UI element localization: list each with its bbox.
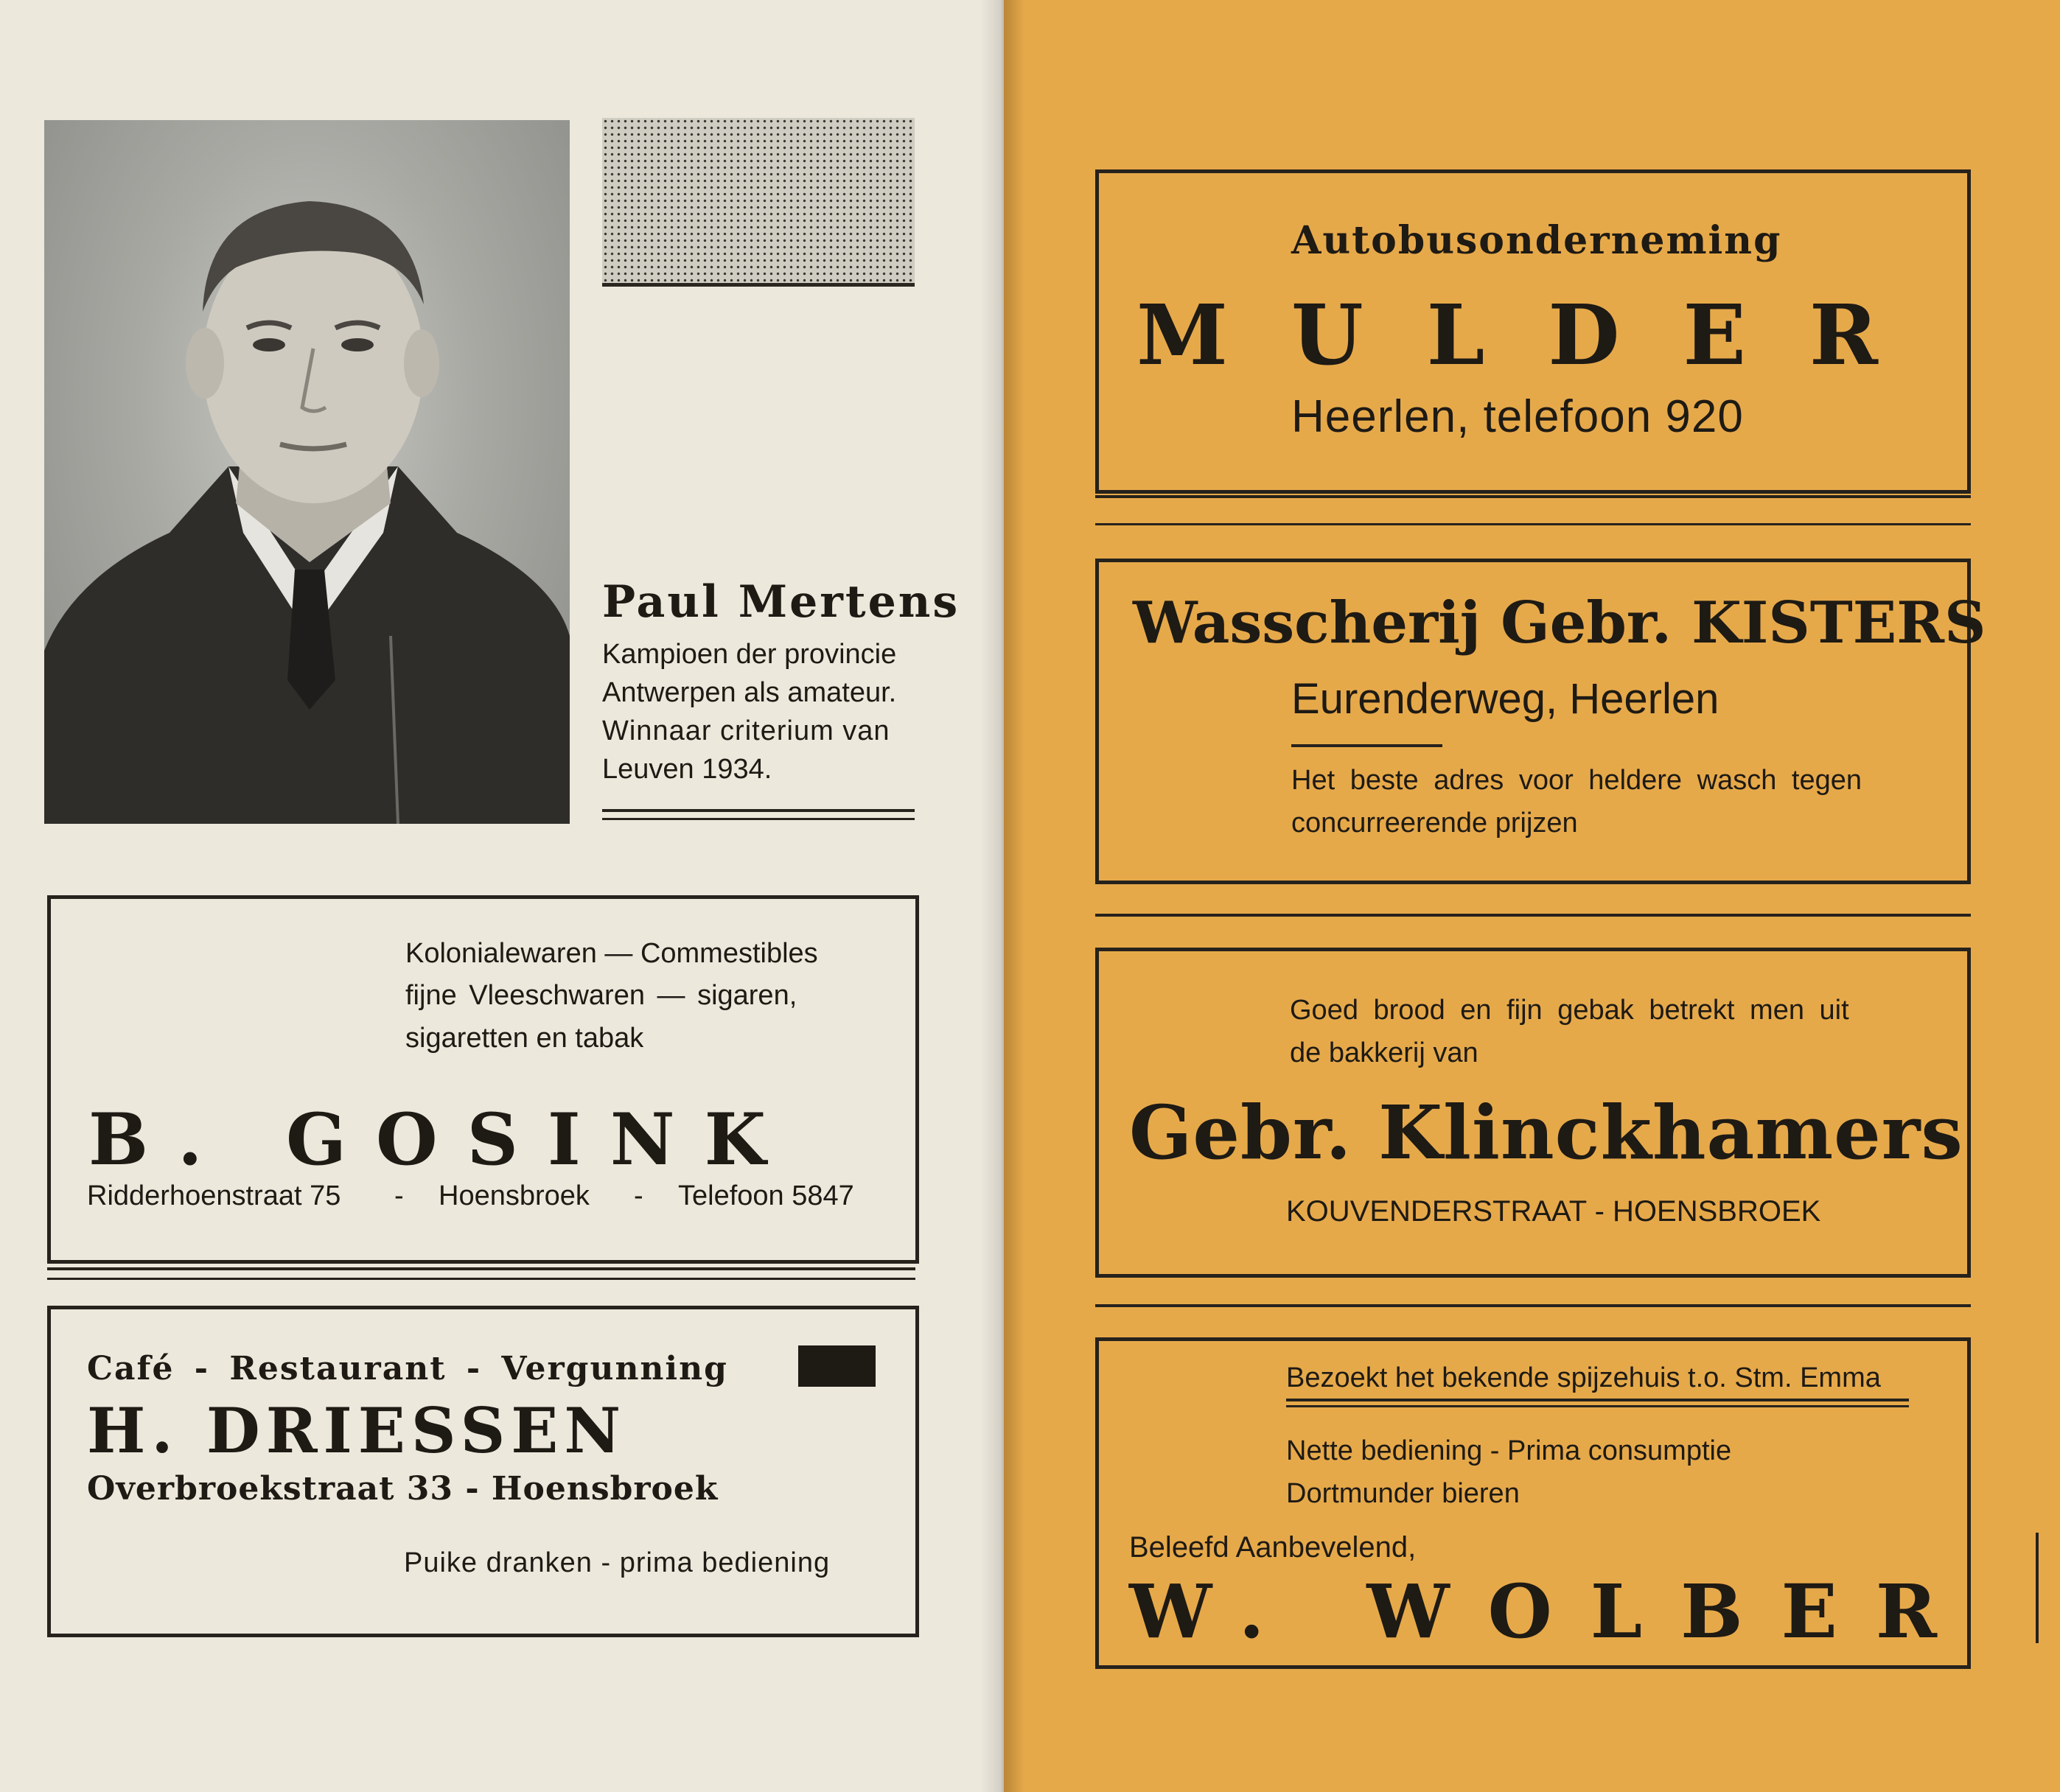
klinckhamers-rule — [1095, 1304, 1971, 1307]
gosink-sep-1: - — [394, 1180, 404, 1211]
gosink-line-3: sigaretten en tabak — [405, 1023, 644, 1054]
caption-rule-1 — [602, 809, 915, 812]
caption-rule-2 — [602, 818, 915, 820]
gosink-line-1: Kolonialewaren — Commestibles — [405, 938, 818, 969]
kisters-address: Eurenderweg, Heerlen — [1291, 675, 1719, 723]
gosink-sep-2: - — [634, 1180, 643, 1211]
gosink-phone: Telefoon 5847 — [678, 1180, 854, 1211]
book-gutter — [980, 0, 1024, 1792]
driessen-address: Overbroekstraat 33 - Hoensbroek — [87, 1470, 719, 1508]
klinckhamers-name: Gebr. Klinckhamers — [1129, 1089, 1963, 1176]
gosink-name: B. GOSINK — [88, 1098, 796, 1181]
gosink-rule-2 — [47, 1278, 915, 1280]
wolber-name: W. WOLBER — [1129, 1568, 1975, 1655]
mulder-header: Autobusonderneming — [1291, 218, 1782, 263]
mulder-rule-2 — [1095, 523, 1971, 525]
gosink-line-2: fijne Vleeschwaren — sigaren, — [405, 980, 797, 1011]
kisters-rule — [1095, 914, 1971, 917]
klinckhamers-line-2: de bakkerij van — [1290, 1037, 1478, 1068]
left-page — [0, 0, 1004, 1792]
wolber-line-2: Dortmunder bieren — [1286, 1478, 1520, 1509]
klinckhamers-line-1: Goed brood en fijn gebak betrekt men uit — [1290, 995, 1849, 1026]
driessen-tagline: Puike dranken - prima bediening — [404, 1547, 831, 1578]
halftone-rule — [602, 283, 915, 287]
gosink-address: Ridderhoenstraat 75 — [87, 1180, 341, 1211]
mulder-rule-1 — [1095, 495, 1971, 498]
kisters-line-1: Het beste adres voor heldere wasch tegen — [1291, 765, 1862, 796]
gosink-rule-1 — [47, 1267, 915, 1270]
right-edge-mark — [2036, 1533, 2039, 1643]
portrait-caption-4: Leuven 1934. — [602, 754, 772, 785]
kisters-line-2: concurreerende prijzen — [1291, 808, 1578, 839]
kisters-short-rule — [1291, 744, 1442, 747]
driessen-name: H. DRIESSEN — [87, 1394, 627, 1467]
klinckhamers-address: KOUVENDERSTRAAT - HOENSBROEK — [1286, 1195, 1821, 1228]
portrait-name: Paul Mertens — [602, 576, 960, 628]
wolber-header: Bezoekt het bekende spijzehuis t.o. Stm. Emma — [1286, 1362, 1881, 1393]
wolber-header-underline-2 — [1286, 1405, 1909, 1407]
wolber-header-underline-1 — [1286, 1399, 1909, 1401]
portrait-photo — [44, 120, 570, 824]
mulder-name: MULDER — [1137, 287, 1941, 384]
kisters-name: Wasscherij Gebr. KISTERS — [1133, 589, 1986, 657]
driessen-black-block — [798, 1345, 876, 1387]
mulder-sub: Heerlen, telefoon 920 — [1291, 391, 1744, 442]
wolber-closing: Beleefd Aanbevelend, — [1129, 1531, 1417, 1564]
wolber-line-1: Nette bediening - Prima consumptie — [1286, 1435, 1732, 1466]
portrait-caption-1: Kampioen der provincie — [602, 639, 897, 670]
driessen-header: Café - Restaurant - Vergunning — [87, 1350, 728, 1387]
portrait-caption-2: Antwerpen als amateur. — [602, 677, 897, 708]
right-page — [1004, 0, 2060, 1792]
portrait-caption-3: Winnaar criterium van — [602, 715, 890, 746]
halftone-block — [602, 118, 915, 286]
gosink-city: Hoensbroek — [439, 1180, 590, 1211]
portrait-illustration — [44, 120, 570, 824]
